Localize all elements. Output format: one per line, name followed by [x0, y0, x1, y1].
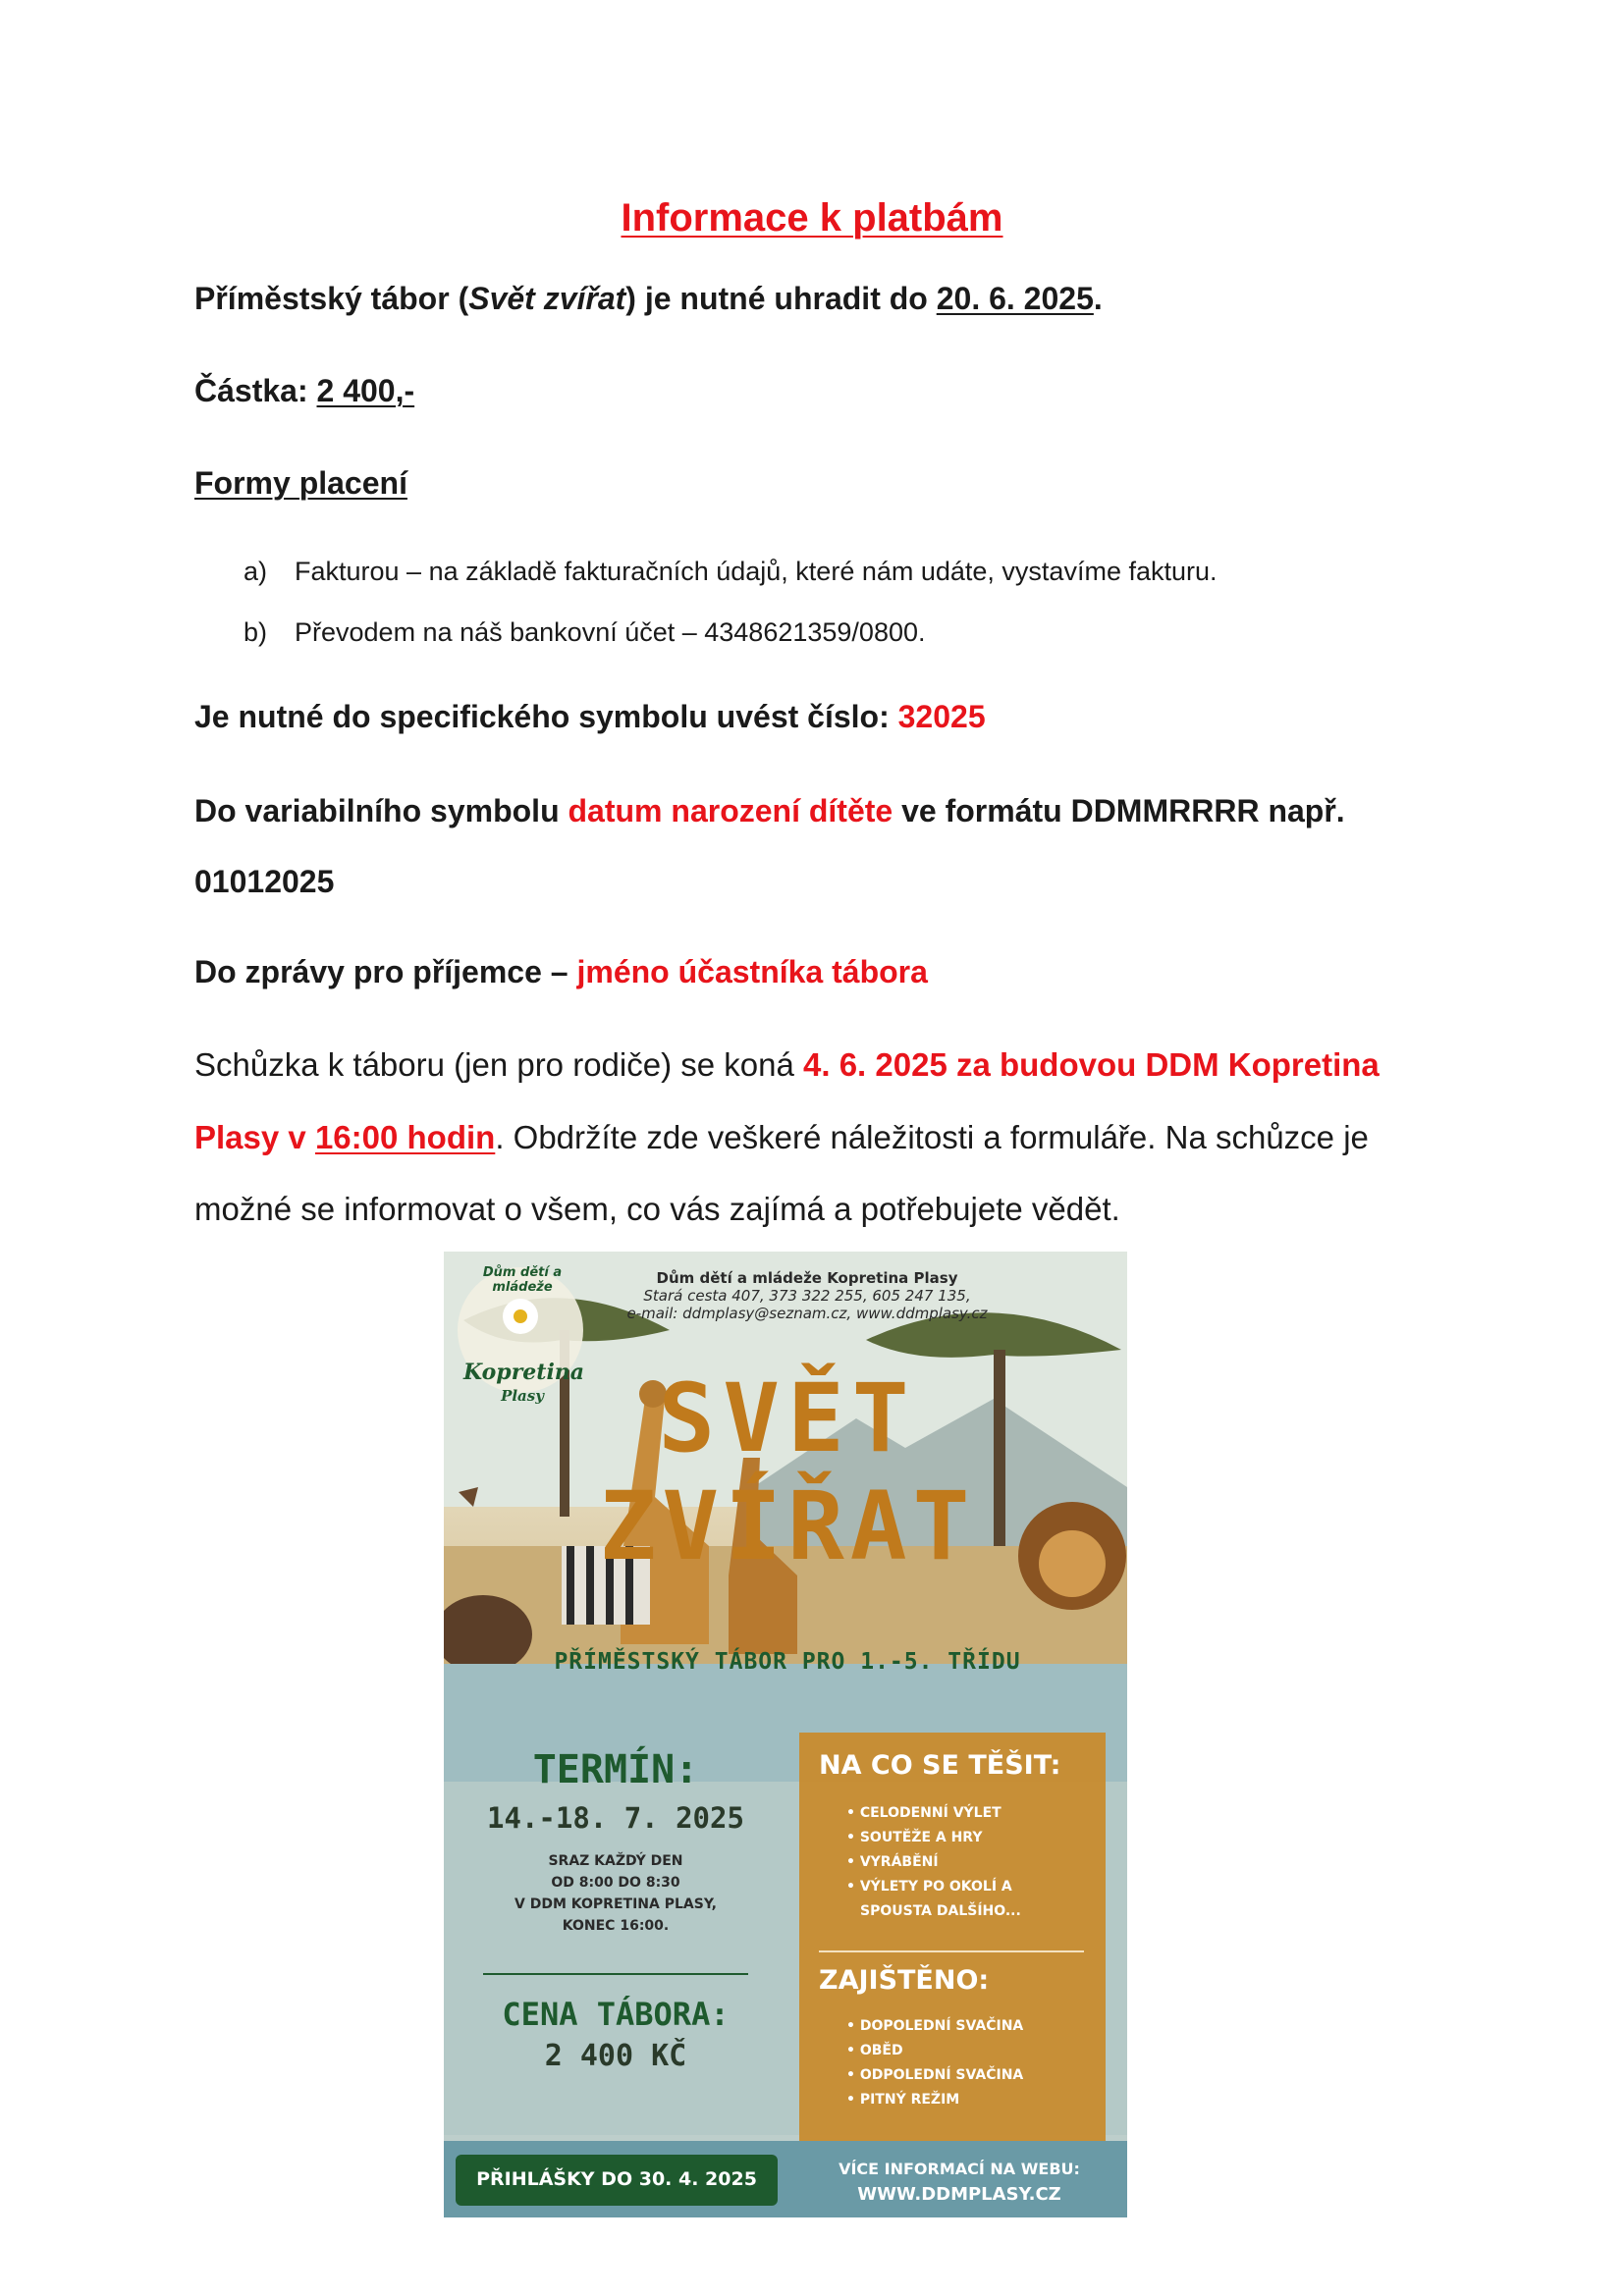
- payment-form-item: [244, 557, 1218, 587]
- specific-symbol-text: Je nutné do specifického symbolu uvést číslo:: [194, 699, 898, 734]
- specific-symbol-value: 32025: [897, 699, 986, 734]
- org-line: Dům dětí a mládeže Kopretina Plasy: [656, 1269, 958, 1287]
- camp-name: Svět zvířat: [468, 281, 626, 316]
- variable-symbol-line: [194, 793, 1345, 829]
- payment-forms-heading: Formy placení: [194, 465, 407, 501]
- variable-symbol-example: 01012025: [194, 864, 335, 899]
- message-highlight: jméno účastníka tábora: [576, 954, 928, 989]
- message-pre: Do zprávy pro příjemce –: [194, 954, 577, 989]
- intro-post: .: [1093, 281, 1103, 316]
- list-item: • DOPOLEDNÍ SVAČINA: [846, 2018, 1024, 2034]
- poster-title-2: ZVÍŘAT: [599, 1471, 976, 1581]
- meeting-post-1: . Obdržíte zde veškeré náležitosti a formuláře. Na schůzce je: [495, 1119, 1369, 1155]
- signup-deadline: PŘIHLÁŠKY DO 30. 4. 2025: [476, 2168, 757, 2190]
- meeting-line-2: [194, 1119, 1369, 1156]
- intro-line: [194, 281, 1103, 317]
- poster-subtitle: PŘÍMĚSTSKÝ TÁBOR PRO 1.-5. TŘÍDU: [554, 1649, 1021, 1675]
- list-text: Fakturou – na základě fakturačních údajů, které nám udáte, vystavíme fakturu.: [295, 557, 1218, 586]
- logo-sub: Plasy: [501, 1387, 544, 1405]
- list-item: • CELODENNÍ VÝLET: [846, 1805, 1001, 1821]
- term-detail: SRAZ KAŽDÝ DEN: [548, 1853, 683, 1869]
- amount-line: [194, 373, 414, 409]
- meeting-highlight-1: 4. 6. 2025 za budovou DDM Kopretina: [803, 1046, 1380, 1083]
- term-detail: V DDM KOPRETINA PLASY,: [514, 1896, 717, 1912]
- variable-symbol-pre: Do variabilního symbolu: [194, 793, 568, 828]
- list-item: • SOUTĚŽE A HRY: [846, 1830, 983, 1845]
- price-value: 2 400 KČ: [544, 2039, 687, 2073]
- look-list: [846, 1801, 1102, 1924]
- amount-value: 2 400,-: [316, 373, 415, 408]
- amount-label: Částka:: [194, 373, 317, 408]
- web-line: VÍCE INFORMACÍ NA WEBU:: [839, 2160, 1080, 2178]
- org-line: e-mail: ddmplasy@seznam.cz, www.ddmplasy.cz: [626, 1305, 988, 1322]
- list-letter: a): [244, 557, 268, 586]
- list-text: Převodem na náš bankovní účet – 4348621359/0800.: [295, 617, 926, 647]
- page-title: Informace k platbám: [621, 196, 1003, 240]
- variable-symbol-highlight: datum narození dítěte: [568, 793, 893, 828]
- web-info: [807, 2157, 1111, 2208]
- intro-pre: Příměstský tábor (: [194, 281, 469, 316]
- price-heading: CENA TÁBORA:: [502, 1996, 730, 2033]
- payment-deadline: 20. 6. 2025: [936, 281, 1094, 316]
- variable-symbol-post: ve formátu DDMMRRRR např.: [893, 793, 1345, 828]
- list-item: • ODPOLEDNÍ SVAČINA: [846, 2067, 1024, 2083]
- term-heading: TERMÍN:: [532, 1747, 699, 1792]
- meeting-line-3: možné se informovat o všem, co vás zajímá a potřebujete vědět.: [194, 1191, 1120, 1227]
- list-item-cont: SPOUSTA DALŠÍHO...: [860, 1903, 1021, 1919]
- list-letter: b): [244, 617, 268, 647]
- specific-symbol-line: [194, 699, 986, 735]
- camp-poster: [444, 1252, 1127, 2217]
- web-url: WWW.DDMPLASY.CZ: [857, 2184, 1061, 2205]
- intro-mid: ) je nutné uhradit do: [625, 281, 937, 316]
- term-dates: 14.-18. 7. 2025: [487, 1801, 744, 1835]
- term-details: [483, 1850, 748, 1937]
- meeting-pre: Schůzka k táboru (jen pro rodiče) se koná: [194, 1046, 803, 1083]
- org-line: Stará cesta 407, 373 322 255, 605 247 135,: [643, 1287, 971, 1305]
- term-detail: KONEC 16:00.: [562, 1918, 670, 1934]
- meeting-highlight-2: Plasy v: [194, 1119, 315, 1155]
- list-item: • PITNÝ REŽIM: [846, 2092, 960, 2108]
- org-info: [601, 1269, 1013, 1322]
- payment-form-item: [244, 617, 926, 648]
- meeting-time: 16:00 hodin: [314, 1119, 496, 1155]
- logo-name: Kopretina: [463, 1360, 585, 1385]
- list-item: • VÝLETY PO OKOLÍ A: [846, 1879, 1012, 1895]
- provided-heading: ZAJIŠTĚNO:: [819, 1965, 990, 1996]
- logo-arc-text: Dům dětí a mládeže: [482, 1265, 563, 1295]
- poster-title-1: SVĚT: [658, 1363, 917, 1473]
- term-detail: OD 8:00 DO 8:30: [551, 1875, 680, 1891]
- provided-list: [846, 2014, 1102, 2112]
- message-line: [194, 954, 928, 990]
- look-heading: NA CO SE TĚŠIT:: [819, 1750, 1061, 1781]
- list-item: • OBĚD: [846, 2043, 903, 2058]
- list-item: • VYRÁBĚNÍ: [846, 1854, 939, 1870]
- meeting-line-1: [194, 1046, 1380, 1084]
